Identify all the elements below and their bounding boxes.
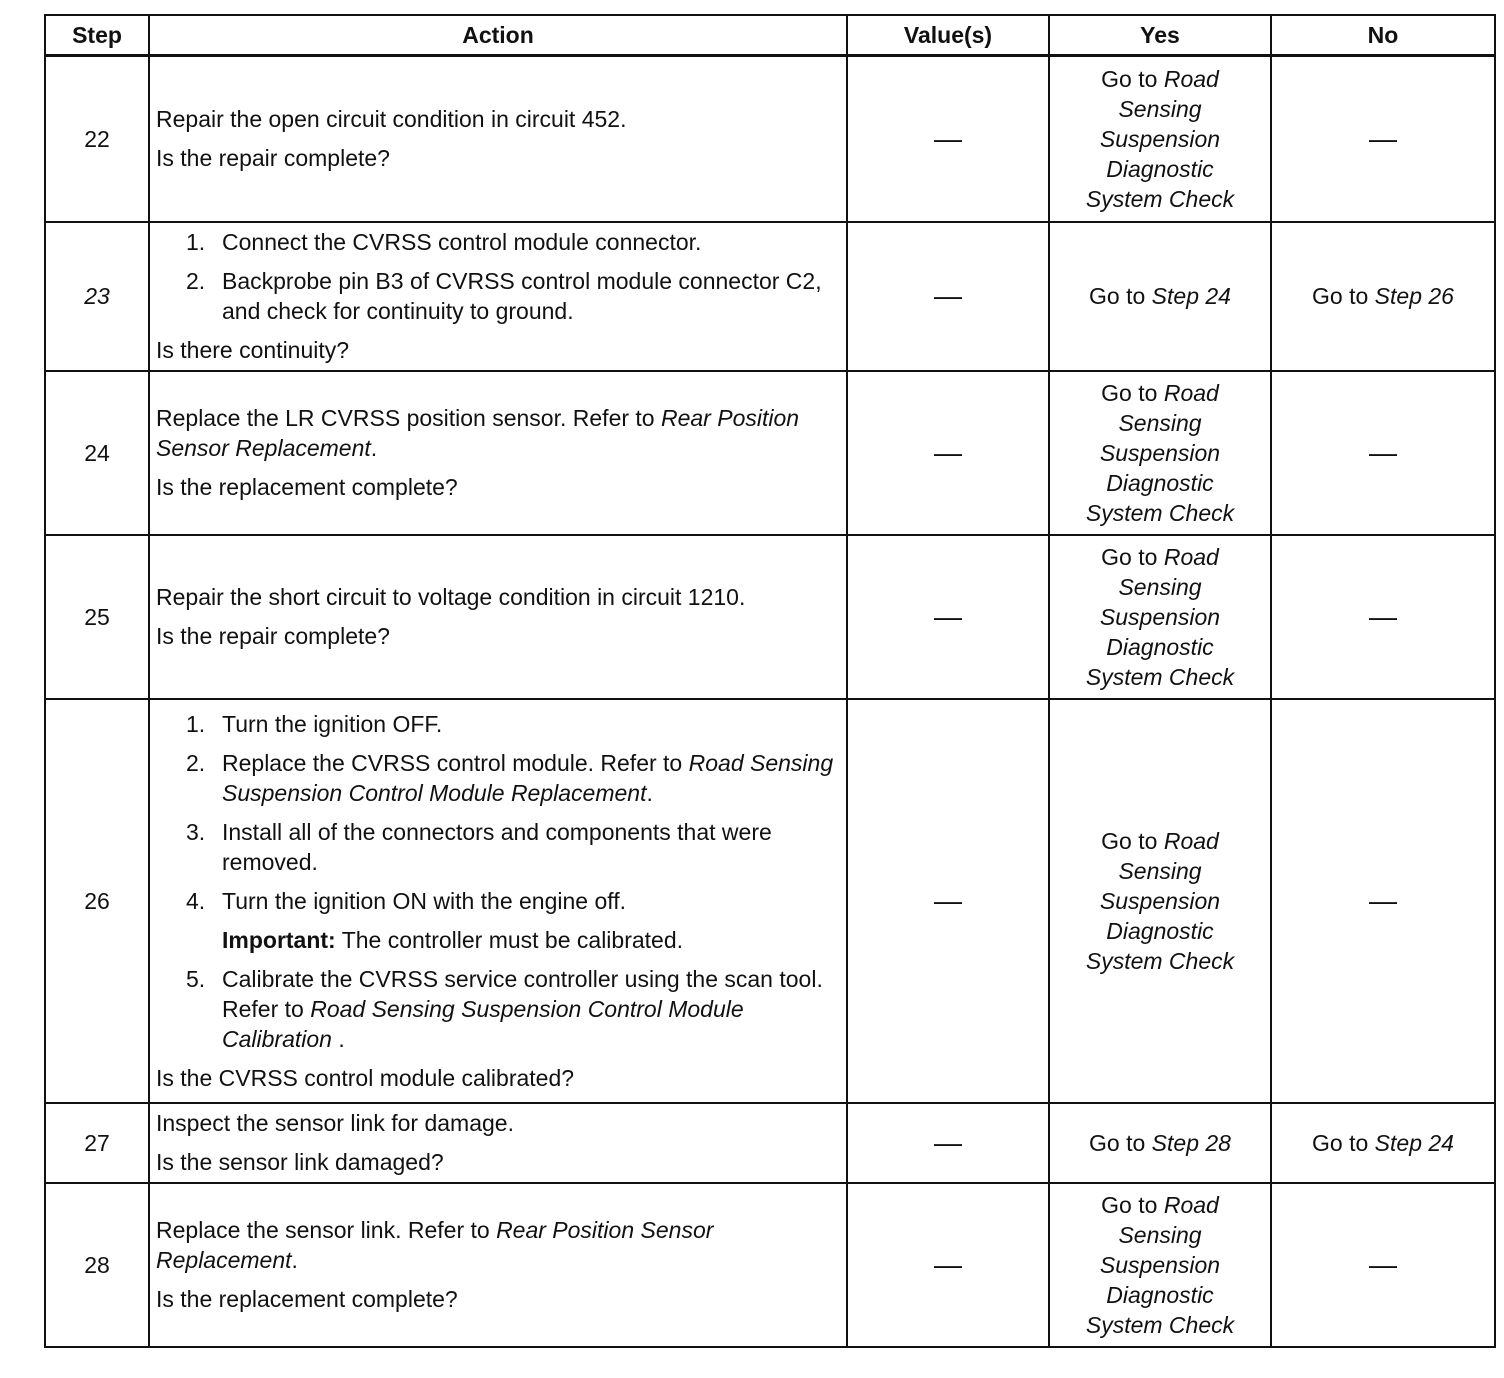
procedure-item-text: . — [331, 1025, 345, 1052]
reference-link[interactable]: Rear Position Sensor Replacement — [156, 1217, 714, 1273]
goto-prefix: Go to — [1312, 283, 1369, 309]
action-cell — [149, 1183, 847, 1347]
procedure-list — [156, 709, 840, 916]
procedure-item-text: Install all of the connectors and components that were removed. — [222, 818, 772, 875]
goto-link-step[interactable]: Step 24 — [1374, 1129, 1454, 1156]
goto-link-suspension[interactable]: Suspension — [1099, 1251, 1221, 1278]
goto-link-system-check[interactable]: System Check — [1085, 185, 1235, 212]
goto-prefix: Go to — [1101, 65, 1158, 92]
action-text-part: . — [370, 435, 378, 461]
reference-link[interactable]: Road Sensing Suspension Control Module Calibration — [222, 995, 744, 1052]
goto-link-sensing[interactable]: Sensing — [1118, 1221, 1202, 1248]
value-cell: — — [847, 56, 1049, 222]
action-text-part: Replace the sensor link. Refer to — [156, 1217, 497, 1243]
goto-link-suspension[interactable]: Suspension — [1099, 887, 1221, 914]
goto-link-suspension[interactable]: Suspension — [1099, 439, 1221, 466]
no-cell: — — [1271, 1183, 1495, 1347]
step-number: 28 — [45, 1183, 149, 1347]
table-row-step-27 — [45, 1103, 1495, 1183]
goto-link-sensing[interactable]: Sensing — [1118, 409, 1202, 436]
procedure-item — [186, 886, 840, 916]
goto-link-sensing[interactable]: Sensing — [1118, 95, 1202, 122]
reference-link[interactable]: Rear Position Sensor Replacement — [156, 405, 800, 461]
step-number: 22 — [45, 56, 149, 222]
goto-link-diagnostic[interactable]: Diagnostic — [1106, 155, 1214, 182]
procedure-item-number: 2. — [186, 268, 206, 294]
action-question: Is the repair complete? — [156, 623, 390, 649]
reference-link[interactable]: Road Sensing Suspension Control Module Replacement — [222, 749, 834, 806]
yes-cell — [1049, 371, 1271, 535]
procedure-item-number: 1. — [186, 229, 206, 255]
goto-link-diagnostic[interactable]: Diagnostic — [1106, 469, 1214, 496]
goto-link-road[interactable]: Road — [1163, 543, 1219, 570]
action-text: Repair the short circuit to voltage condition in circuit 1210. — [156, 584, 746, 610]
action-cell — [149, 222, 847, 371]
goto-prefix: Go to — [1101, 827, 1158, 854]
no-cell — [1271, 222, 1495, 371]
table-row-step-26 — [45, 699, 1495, 1103]
step-number-text: 23 — [84, 283, 110, 309]
goto-prefix: Go to — [1312, 1129, 1369, 1156]
action-question: Is the repair complete? — [156, 145, 390, 172]
header-step: Step — [45, 15, 149, 56]
goto-link-system-check[interactable]: System Check — [1085, 1311, 1235, 1338]
no-cell — [1271, 1103, 1495, 1183]
header-yes: Yes — [1049, 15, 1271, 56]
no-cell: — — [1271, 56, 1495, 222]
yes-cell — [1049, 222, 1271, 371]
table-row-step-22 — [45, 56, 1495, 222]
header-row — [45, 15, 1495, 56]
goto-link-system-check[interactable]: System Check — [1085, 663, 1235, 690]
goto-link-system-check[interactable]: System Check — [1085, 499, 1235, 526]
value-cell: — — [847, 699, 1049, 1103]
goto-link-step[interactable]: Step 24 — [1151, 283, 1231, 309]
procedure-item-text: Turn the ignition OFF. — [222, 710, 443, 737]
procedure-item-text: Calibrate the CVRSS service controller using the scan tool. Refer to — [222, 965, 823, 1022]
goto-link-diagnostic[interactable]: Diagnostic — [1106, 633, 1214, 660]
procedure-item-number: 3. — [186, 818, 206, 845]
yes-cell — [1049, 699, 1271, 1103]
goto-link-step[interactable]: Step 26 — [1374, 283, 1454, 309]
action-question: Is there continuity? — [156, 337, 350, 363]
procedure-item-number: 4. — [186, 887, 206, 914]
diagnostic-table — [44, 14, 1496, 1348]
goto-link-diagnostic[interactable]: Diagnostic — [1106, 1281, 1214, 1308]
important-label: Important: — [222, 926, 336, 953]
yes-cell — [1049, 1103, 1271, 1183]
step-number: 25 — [45, 535, 149, 699]
yes-cell — [1049, 535, 1271, 699]
procedure-item — [186, 748, 840, 808]
no-cell: — — [1271, 371, 1495, 535]
table-row-step-25 — [45, 535, 1495, 699]
no-cell: — — [1271, 535, 1495, 699]
step-number — [45, 222, 149, 371]
procedure-item — [186, 964, 840, 1054]
goto-link-road[interactable]: Road — [1163, 379, 1219, 406]
procedure-item-text: Turn the ignition ON with the engine off. — [222, 887, 627, 914]
goto-link-sensing[interactable]: Sensing — [1118, 573, 1202, 600]
action-text — [156, 1215, 840, 1275]
step-number: 24 — [45, 371, 149, 535]
procedure-item-number: 2. — [186, 749, 206, 776]
yes-cell — [1049, 1183, 1271, 1347]
goto-link-step[interactable]: Step 28 — [1151, 1129, 1231, 1156]
procedure-item — [186, 227, 840, 257]
action-cell — [149, 371, 847, 535]
action-text — [156, 403, 840, 463]
action-text: Inspect the sensor link for damage. — [156, 1110, 514, 1136]
table-row-step-23 — [45, 222, 1495, 371]
goto-link-road[interactable]: Road — [1163, 1191, 1219, 1218]
goto-prefix: Go to — [1089, 1129, 1146, 1156]
procedure-list — [156, 964, 840, 1054]
procedure-item — [186, 709, 840, 739]
goto-prefix: Go to — [1101, 543, 1158, 570]
action-text-part: Replace the LR CVRSS position sensor. Refer to — [156, 405, 661, 431]
goto-prefix: Go to — [1101, 379, 1158, 406]
procedure-item — [186, 266, 840, 326]
value-cell: — — [847, 1183, 1049, 1347]
yes-cell — [1049, 56, 1271, 222]
goto-link-road[interactable]: Road — [1163, 65, 1219, 92]
table-row-step-24 — [45, 371, 1495, 535]
value-cell: — — [847, 535, 1049, 699]
no-cell: — — [1271, 699, 1495, 1103]
goto-link-sensing[interactable]: Sensing — [1118, 857, 1202, 884]
goto-link-road[interactable]: Road — [1163, 827, 1219, 854]
procedure-item — [186, 817, 840, 877]
action-cell — [149, 699, 847, 1103]
action-question: Is the sensor link damaged? — [156, 1149, 444, 1175]
table-row-step-28 — [45, 1183, 1495, 1347]
value-cell: — — [847, 1103, 1049, 1183]
procedure-item-number: 1. — [186, 710, 206, 737]
header-action: Action — [149, 15, 847, 56]
goto-link-suspension[interactable]: Suspension — [1099, 603, 1221, 630]
action-text: Repair the open circuit condition in circuit 452. — [156, 106, 627, 133]
important-text: The controller must be calibrated. — [335, 926, 684, 953]
header-no: No — [1271, 15, 1495, 56]
action-question: Is the CVRSS control module calibrated? — [156, 1064, 575, 1091]
goto-prefix: Go to — [1101, 1191, 1158, 1218]
important-note — [156, 925, 840, 955]
action-cell — [149, 56, 847, 222]
header-values: Value(s) — [847, 15, 1049, 56]
value-cell: — — [847, 222, 1049, 371]
goto-link-system-check[interactable]: System Check — [1085, 947, 1235, 974]
step-number: 26 — [45, 699, 149, 1103]
step-number: 27 — [45, 1103, 149, 1183]
goto-link-diagnostic[interactable]: Diagnostic — [1106, 917, 1214, 944]
procedure-list — [156, 227, 840, 326]
procedure-item-text: Backprobe pin B3 of CVRSS control module connector C2, and check for continuity to ground. — [222, 268, 822, 324]
value-cell: — — [847, 371, 1049, 535]
procedure-item-text: . — [646, 779, 653, 806]
action-cell — [149, 1103, 847, 1183]
procedure-item-text: Connect the CVRSS control module connector. — [222, 229, 702, 255]
goto-link-suspension[interactable]: Suspension — [1099, 125, 1221, 152]
action-question: Is the replacement complete? — [156, 474, 458, 500]
goto-prefix: Go to — [1089, 283, 1146, 309]
action-question: Is the replacement complete? — [156, 1286, 458, 1312]
action-text-part: . — [291, 1247, 298, 1273]
procedure-item-text: Replace the CVRSS control module. Refer to — [222, 749, 689, 776]
action-cell — [149, 535, 847, 699]
procedure-item-number: 5. — [186, 965, 206, 992]
